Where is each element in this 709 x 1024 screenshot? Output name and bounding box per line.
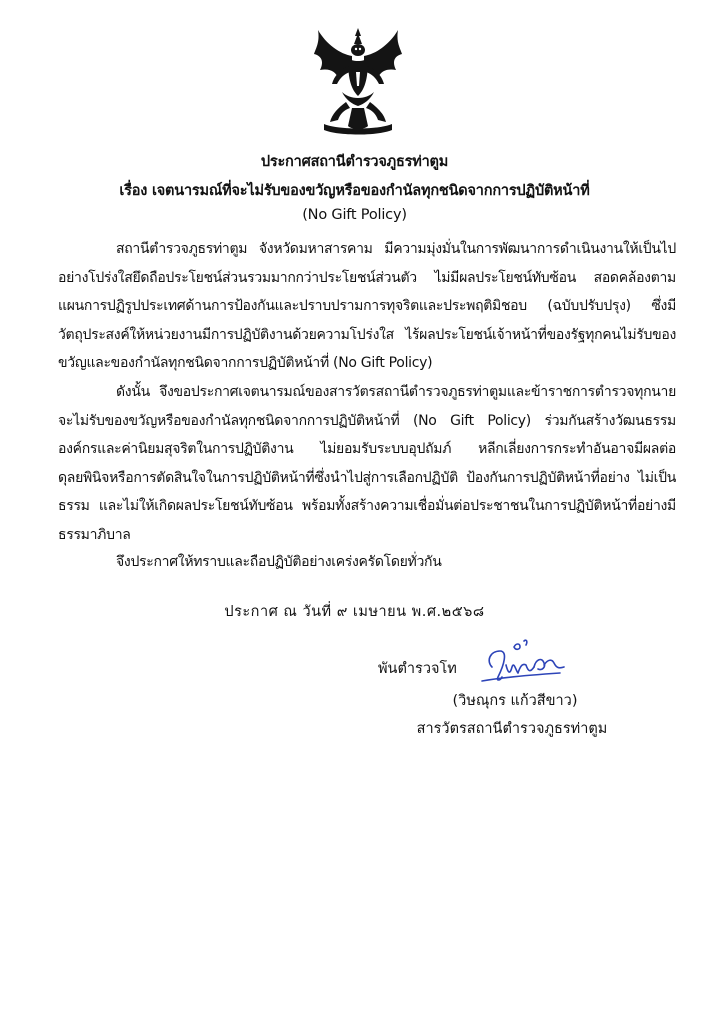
signer-position: สารวัตรสถานีตำรวจภูธรท่าตูม: [416, 721, 608, 737]
announcement-subtitle: (No Gift Policy): [302, 207, 407, 223]
signer-name: (วิษณุกร แก้วสีขาว): [452, 693, 578, 709]
announcement-date: ประกาศ ณ วันที่ ๙ เมษายน พ.ศ.๒๕๖๘: [224, 604, 485, 620]
body-paragraph: ดังนั้น จึงขอประกาศเจตนารมณ์ของสารวัตรสถานีตำรวจภูธรท่าตูมและข้าราชการตำรวจทุกนาย จะไม่รับของขวัญหรือของกำนัลทุกชนิดจากการปฏิบัติหน้าที่ (No Gift Policy) ร่วมกันสร้างวัฒนธรรมองค์กรและค่านิยมสุจริตในการปฏิบัติงาน ไม่ยอมรับระบบอุปถัมภ์ หลีกเลี่ยงการกระทำอันอาจมีผลต่อดุลยพินิจหรือการตัดสินใจในการปฏิบัติหน้าที่ซึ่งนำไปสู่การเลือกปฏิบัติ ป้องกันการปฏิบัติหน้าที่อย่าง ไม่เป็นธรรม และไม่ให้เกิดผลประโยชน์ทับซ้อน พร้อมทั้งสร้างความเชื่อมั่นต่อประชาชนในการปฏิบัติหน้าที่อย่างมีธรรมาภิบาล: [58, 384, 676, 543]
signer-rank: พันตำรวจโท: [378, 661, 457, 677]
body-paragraph: สถานีตำรวจภูธรท่าตูม จังหวัดมหาสารคาม มีความมุ่งมั่นในการพัฒนาการดำเนินงานให้เป็นไปอย่างโปร่งใสยึดถือประโยชน์ส่วนรวมมากกว่าประโยชน์ส่วนตัว ไม่มีผลประโยชน์ทับซ้อน สอดคล้องตามแผนการปฏิรูปประเทศด้านการป้องกันและปราบปรามการทุจริตและประพฤติมิชอบ (ฉบับปรับปรุง) ซึ่งมีวัตถุประสงค์ให้หน่วยงานมีการปฏิบัติงานด้วยความโปร่งใส ไร้ผลประโยชน์เจ้าหน้าที่ของรัฐทุกคนไม่รับของขวัญและของกำนัลทุกชนิดจากการปฏิบัติหน้าที่ (No Gift Policy): [58, 241, 676, 372]
handwritten-signature-icon: [474, 637, 566, 687]
announcement-subject: เรื่อง เจตนารมณ์ที่จะไม่รับของขวัญหรือของกำนัลทุกชนิดจากการปฏิบัติหน้าที่: [119, 183, 590, 199]
garuda-emblem-icon: [312, 26, 404, 138]
closing-paragraph: จึงประกาศให้ทราบและถือปฏิบัติอย่างเคร่งครัดโดยทั่วกัน: [116, 554, 442, 570]
announcement-title: ประกาศสถานีตำรวจภูธรท่าตูม: [260, 154, 449, 170]
